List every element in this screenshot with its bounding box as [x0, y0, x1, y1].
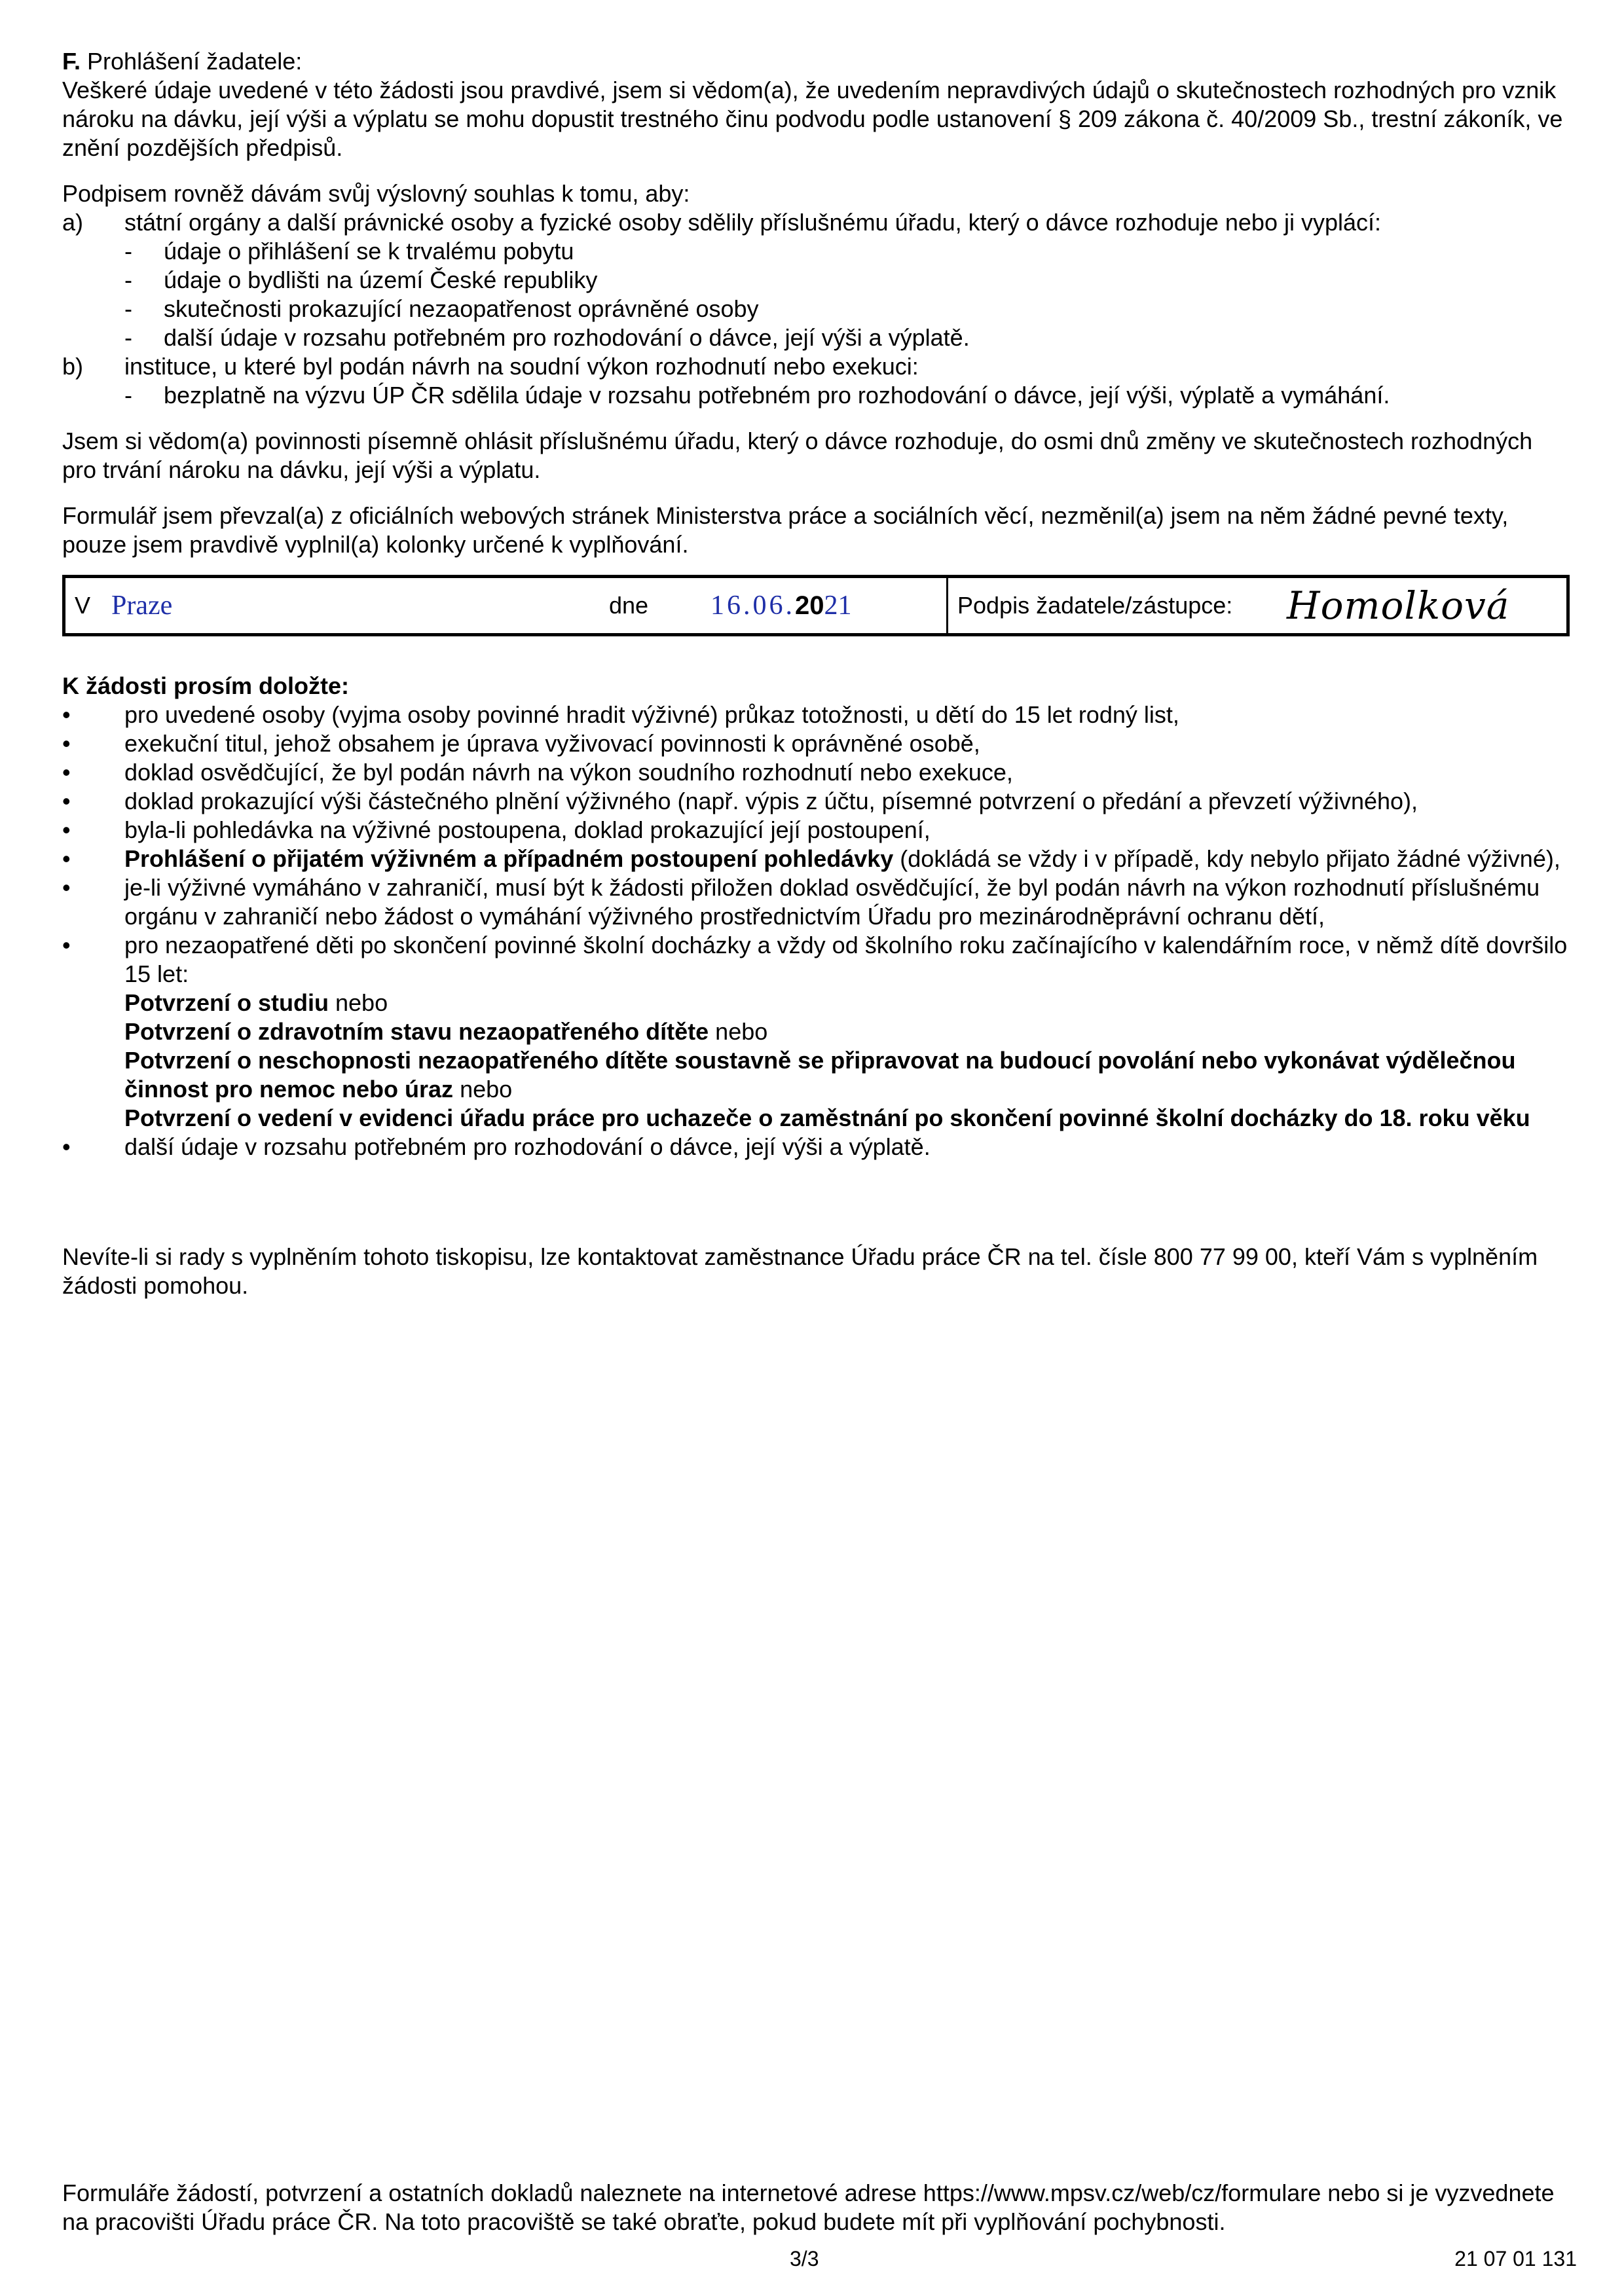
- list-item: • exekuční titul, jehož obsahem je úprava vyživovací povinnosti k oprávněné osobě,: [62, 730, 980, 757]
- form-code: 21 07 01 131: [1454, 2247, 1577, 2270]
- footer-text: Formuláře žádostí, potvrzení a ostatních dokladů naleznete na internetové adrese https://www.mpsv.cz/web/cz/formulare nebo si je vyzvednete na pracovišti Úřadu práce ČR. Na toto pracoviště se také obraťte, pokud budete mít při vyplňování pochybnosti.: [62, 2179, 1555, 2235]
- list-item: • doklad prokazující výši částečného plnění výživného (např. výpis z účtu, písemné potvrzení o předání a převzetí výživného),: [62, 788, 1418, 814]
- list-item: • pro uvedené osoby (vyjma osoby povinné hradit výživné) průkaz totožnosti, u dětí do 15 let rodný list,: [62, 701, 1179, 728]
- list-item: - bezplatně na výzvu ÚP ČR sdělila údaje v rozsahu potřebném pro rozhodování o dávce, její výši, výplatě a vymáhání.: [124, 382, 1390, 409]
- section-f-heading: [62, 47, 1568, 76]
- item-text: instituce, u které byl podán návrh na soudní výkon rozhodnutí nebo exekuci:: [124, 353, 919, 380]
- signature-field[interactable]: Homolková: [1287, 583, 1510, 628]
- list-item: - údaje o bydlišti na území České republiky: [124, 266, 598, 293]
- item-text: státní orgány a další právnické osoby a fyzické osoby sdělily příslušnému úřadu, který o dávce rozhoduje nebo ji vyplácí:: [124, 209, 1382, 236]
- list-item: - údaje o přihlášení se k trvalému pobytu: [124, 238, 574, 264]
- document-page: [62, 47, 1568, 1300]
- certificate-option: Potvrzení o studiu nebo: [124, 989, 388, 1016]
- consent-item-a: [62, 208, 1568, 237]
- signature-box: [62, 575, 1570, 636]
- help-text: Nevíte-li si rady s vyplněním tohoto tiskopisu, lze kontaktovat zaměstnance Úřadu práce ČR na tel. čísle 800 77 99 00, kteří Vám s vyplněním žádosti pomohou.: [62, 1243, 1538, 1299]
- place-field[interactable]: Praze: [111, 591, 173, 621]
- list-item: - skutečnosti prokazující nezaopatřenost oprávněné osoby: [124, 295, 759, 322]
- list-item: • další údaje v rozsahu potřebném pro rozhodování o dávce, její výši a výplatě.: [62, 1133, 931, 1160]
- list-item: • je-li výživné vymáháno v zahraničí, musí být k žádosti přiložen doklad osvědčující, že byl podán návrh na výkon rozhodnutí příslušnému orgánu v zahraničí nebo žádost o vymáhání výživného prostřednictvím Úřadu pro mezinárodněprávní ochranu dětí,: [62, 874, 1540, 930]
- list-item: • pro nezaopatřené děti po skončení povinné školní docházky a vždy od školního roku začínajícího v kalendářním roce, v němž dítě dovršilo 15 let: Potvrzení o studiu nebo Potvrzení o zdravotním stavu nezaopatřeného dítěte nebo Potvrzení o neschopnosti nezaopatřeného dítěte soustavně se připravovat na budoucí povolání nebo vykonávat výdělečnou činnost pro nemoc nebo úraz nebo Potvrzení o vedení v evidenci úřadu práce pro uchazeče o zaměstnání po skončení povinné školní docházky do 18. roku věku: [62, 932, 1568, 1131]
- section-letter: F.: [62, 48, 81, 75]
- notify-paragraph: Jsem si vědom(a) povinnosti písemně ohlásit příslušnému úřadu, který o dávce rozhoduje, do osmi dnů změny ve skutečnostech rozhodných pro trvání nároku na dávku, její výši a výplatu.: [62, 428, 1533, 483]
- date-label: dne: [609, 592, 649, 619]
- date-field[interactable]: 16.06. 20 21: [710, 591, 852, 621]
- certificate-option: Potvrzení o neschopnosti nezaopatřeného dítěte soustavně se připravovat na budoucí povolání nebo vykonávat výdělečnou činnost pro nemoc nebo úraz nebo: [124, 1047, 1516, 1102]
- certificate-option: Potvrzení o zdravotním stavu nezaopatřeného dítěte nebo: [124, 1018, 768, 1045]
- list-item: • Prohlášení o přijatém výživném a případném postoupení pohledávky (dokládá se vždy i v případě, kdy nebylo přijato žádné výživné),: [62, 845, 1560, 872]
- consent-item-b: [62, 352, 1568, 381]
- declaration-paragraph: Veškeré údaje uvedené v této žádosti jsou pravdivé, jsem si vědom(a), že uvedením nepravdivých údajů o skutečnostech rozhodných pro vznik nároku na dávku, její výši a výplatu se mohu dopustit trestného činu podvodu podle ustanovení § 209 zákona č. 40/2009 Sb., trestní zákoník, ve znění pozdějších předpisů.: [62, 77, 1563, 161]
- consent-intro: Podpisem rovněž dávám svůj výslovný souhlas k tomu, aby:: [62, 180, 690, 207]
- certificate-option: Potvrzení o vedení v evidenci úřadu práce pro uchazeče o zaměstnání po skončení povinné školní docházky do 18. roku věku: [124, 1104, 1530, 1131]
- page-number: 3/3: [790, 2247, 819, 2270]
- box-divider: [946, 578, 948, 633]
- list-item: • doklad osvědčující, že byl podán návrh na výkon soudního rozhodnutí nebo exekuce,: [62, 759, 1013, 786]
- form-origin-paragraph: Formulář jsem převzal(a) z oficiálních webových stránek Ministerstva práce a sociálních věcí, nezměnil(a) jsem na něm žádné pevné texty, pouze jsem pravdivě vyplnil(a) kolonky určené k vyplňování.: [62, 502, 1509, 558]
- item-label: b): [62, 353, 84, 380]
- signature-label: Podpis žadatele/zástupce:: [957, 592, 1233, 619]
- list-item: - další údaje v rozsahu potřebném pro rozhodování o dávce, její výši a výplatě.: [124, 324, 970, 351]
- attachments-heading: K žádosti prosím doložte:: [62, 672, 350, 699]
- section-title: Prohlášení žadatele:: [87, 48, 303, 75]
- list-item: • byla-li pohledávka na výživné postoupena, doklad prokazující její postoupení,: [62, 816, 931, 843]
- place-label: V: [75, 592, 91, 619]
- item-label: a): [62, 209, 84, 236]
